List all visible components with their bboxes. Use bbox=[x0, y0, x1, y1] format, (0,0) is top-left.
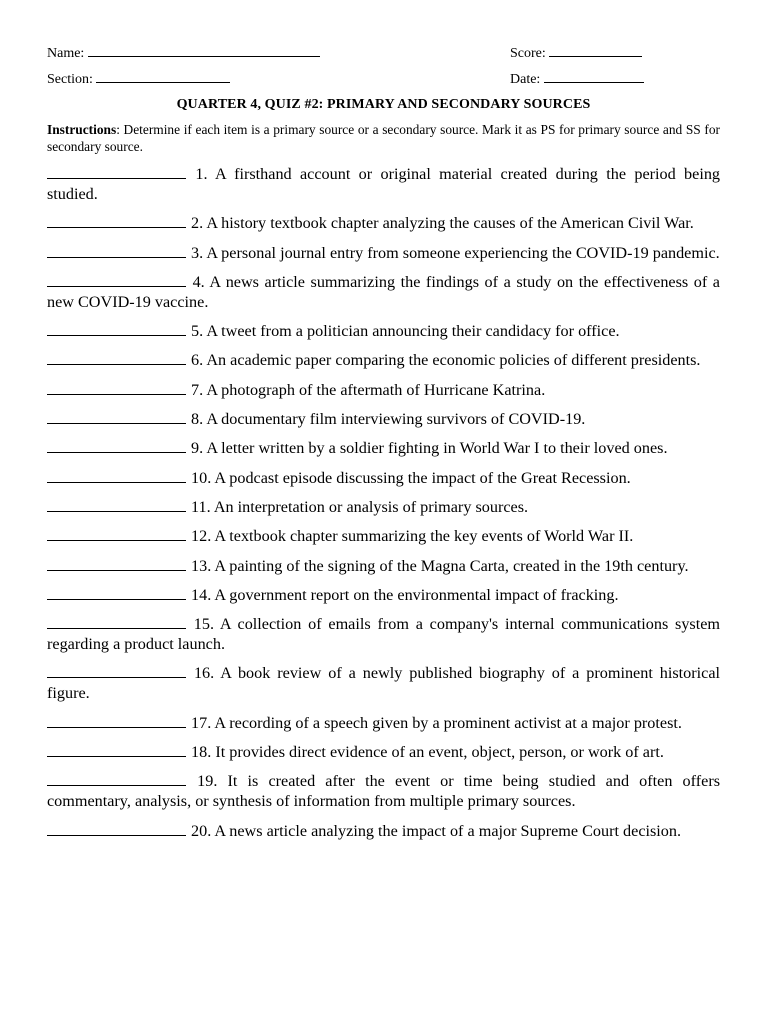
question-item bbox=[47, 771, 720, 811]
question-item bbox=[47, 350, 720, 370]
question-item bbox=[47, 409, 720, 429]
question-text: 15. A collection of emails from a company's internal communications system regarding a product launch. bbox=[47, 615, 721, 654]
answer-blank[interactable] bbox=[47, 213, 186, 228]
question-item bbox=[47, 614, 720, 654]
answer-blank[interactable] bbox=[47, 663, 186, 678]
question-item bbox=[47, 243, 720, 263]
question-text: 3. A personal journal entry from someone experiencing the COVID-19 pandemic. bbox=[191, 243, 720, 262]
question-text: 12. A textbook chapter summarizing the key events of World War II. bbox=[191, 527, 634, 546]
date-label: Date: bbox=[510, 72, 541, 87]
question-text: 1. A firsthand account or original material created during the period being studied. bbox=[47, 165, 721, 203]
answer-blank[interactable] bbox=[47, 713, 186, 728]
question-text: 18. It provides direct evidence of an event, object, person, or work of art. bbox=[191, 743, 664, 762]
instructions-text: : Determine if each item is a primary source or a secondary source. Mark it as PS for primary source and SS for secondary source. bbox=[47, 122, 720, 154]
question-text: 11. An interpretation or analysis of primary sources. bbox=[191, 497, 529, 516]
question-item bbox=[47, 526, 720, 546]
answer-blank[interactable] bbox=[47, 742, 186, 757]
question-item bbox=[47, 663, 720, 703]
question-item bbox=[47, 321, 720, 341]
question-text: 4. A news article summarizing the findings of a study on the effectiveness of a new COVID-19 vaccine. bbox=[47, 272, 720, 311]
answer-blank[interactable] bbox=[47, 438, 186, 453]
score-field bbox=[510, 43, 642, 62]
instructions-label: Instructions bbox=[47, 122, 117, 137]
quiz-page bbox=[47, 0, 720, 850]
question-text: 14. A government report on the environmental impact of fracking. bbox=[191, 585, 619, 604]
score-blank[interactable] bbox=[549, 43, 642, 57]
section-label: Section: bbox=[47, 72, 93, 87]
answer-blank[interactable] bbox=[47, 409, 186, 424]
question-item bbox=[47, 213, 720, 233]
question-text: 10. A podcast episode discussing the impact of the Great Recession. bbox=[191, 468, 631, 487]
answer-blank[interactable] bbox=[47, 164, 186, 179]
question-item bbox=[47, 380, 720, 400]
answer-blank[interactable] bbox=[47, 771, 186, 786]
section-field bbox=[47, 69, 230, 88]
question-item bbox=[47, 713, 720, 733]
quiz-title: QUARTER 4, QUIZ #2: PRIMARY AND SECONDARY SOURCES bbox=[176, 97, 591, 112]
question-item bbox=[47, 468, 720, 488]
question-list bbox=[47, 164, 720, 841]
question-item bbox=[47, 497, 720, 517]
answer-blank[interactable] bbox=[47, 585, 186, 600]
question-text: 20. A news article analyzing the impact of a major Supreme Court decision. bbox=[191, 821, 682, 840]
question-item bbox=[47, 272, 720, 312]
header-row-2 bbox=[47, 67, 720, 93]
answer-blank[interactable] bbox=[47, 526, 186, 541]
question-text: 17. A recording of a speech given by a prominent activist at a major protest. bbox=[191, 713, 682, 732]
answer-blank[interactable] bbox=[47, 272, 186, 287]
score-label: Score: bbox=[510, 46, 546, 61]
name-blank[interactable] bbox=[88, 43, 320, 57]
question-item bbox=[47, 585, 720, 605]
name-label: Name: bbox=[47, 46, 85, 61]
answer-blank[interactable] bbox=[47, 321, 186, 336]
answer-blank[interactable] bbox=[47, 556, 186, 571]
answer-blank[interactable] bbox=[47, 243, 186, 258]
answer-blank[interactable] bbox=[47, 468, 186, 483]
name-field bbox=[47, 43, 320, 62]
question-item bbox=[47, 821, 720, 841]
answer-blank[interactable] bbox=[47, 380, 186, 395]
answer-blank[interactable] bbox=[47, 497, 186, 512]
question-item bbox=[47, 742, 720, 762]
question-text: 5. A tweet from a politician announcing their candidacy for office. bbox=[191, 322, 620, 341]
question-text: 7. A photograph of the aftermath of Hurricane Katrina. bbox=[191, 380, 546, 399]
answer-blank[interactable] bbox=[47, 821, 186, 836]
question-text: 16. A book review of a newly published biography of a prominent historical figure. bbox=[47, 664, 720, 703]
question-item bbox=[47, 438, 720, 458]
question-item bbox=[47, 556, 720, 576]
question-text: 8. A documentary film interviewing survivors of COVID-19. bbox=[191, 410, 586, 429]
instructions bbox=[47, 121, 720, 155]
question-text: 6. An academic paper comparing the economic policies of different presidents. bbox=[191, 351, 701, 370]
date-field bbox=[510, 69, 644, 88]
header-row-1 bbox=[47, 41, 720, 67]
answer-blank[interactable] bbox=[47, 614, 186, 629]
question-text: 19. It is created after the event or time being studied and often offers commentary, analysis, or synthesis of information from multiple primary sources. bbox=[47, 772, 721, 811]
section-blank[interactable] bbox=[96, 69, 230, 83]
answer-blank[interactable] bbox=[47, 350, 186, 365]
question-item bbox=[47, 164, 720, 204]
question-text: 2. A history textbook chapter analyzing the causes of the American Civil War. bbox=[191, 214, 694, 233]
question-text: 13. A painting of the signing of the Magna Carta, created in the 19th century. bbox=[191, 556, 689, 575]
question-text: 9. A letter written by a soldier fighting in World War I to their loved ones. bbox=[191, 439, 668, 458]
date-blank[interactable] bbox=[544, 69, 644, 83]
